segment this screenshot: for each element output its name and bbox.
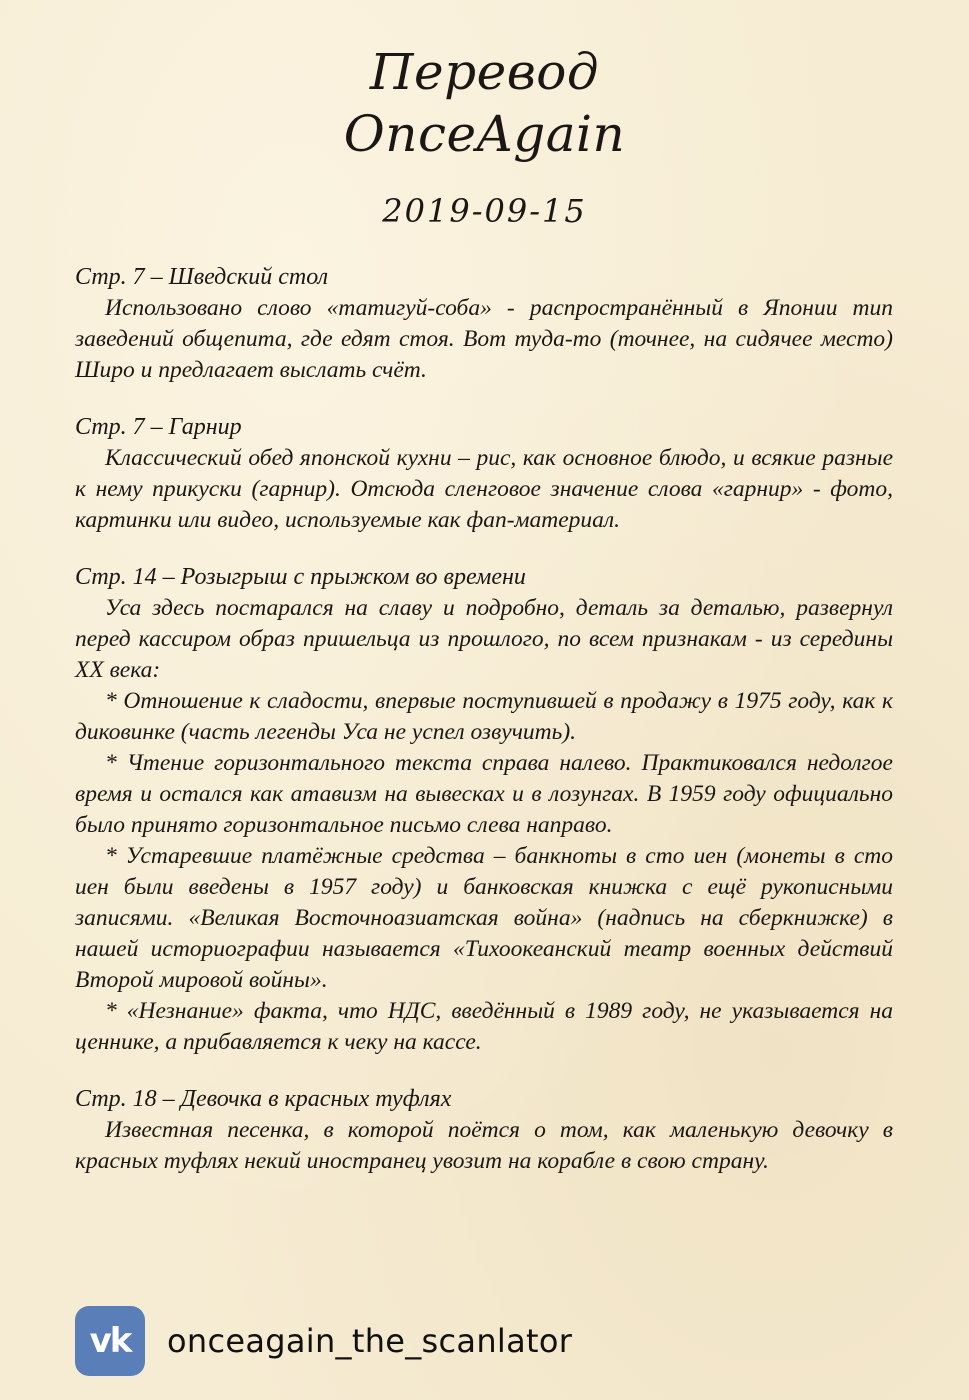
note-bullet: * Чтение горизонтального текста справа налево. Практиковался недолгое время и остался как атавизм на вывесках и в лозунгах. В 1959 году официально было принято горизонтальное письмо слева направо. [75, 750, 893, 838]
note-swedish-table [75, 262, 893, 386]
note-bullet: * Отношение к сладости, впервые поступившей в продажу в 1975 году, как к диковинке (часть легенды Уса не успел озвучить). [75, 688, 893, 745]
note-heading: Стр. 18 – Девочка в красных туфлях [75, 1086, 452, 1112]
note-body [75, 593, 893, 1058]
note-time-jump-prank [75, 562, 893, 1058]
social-handle[interactable]: onceagain_the_scanlator [167, 1322, 573, 1360]
note-paragraph: Использовано слово «татигуй-соба» - распространённый в Японии тип заведений общепита, где едят стоя. Вот туда-то (точнее, на сидячее место) Широ и предлагает выслать счёт. [75, 295, 893, 383]
note-heading: Стр. 7 – Шведский стол [75, 264, 329, 290]
note-body [75, 1115, 893, 1177]
note-bullet: * Устаревшие платёжные средства – банкноты в сто иен (монеты в сто иен были введены в 1957 году) и банковская книжка с ещё рукописными записями. «Великая Восточноазиатская война» (надпись на сберкнижке) в нашей историографии называется «Тихоокеанский театр военных действий Второй мировой войны». [75, 843, 893, 993]
vk-icon[interactable]: vk [75, 1306, 145, 1376]
note-heading: Стр. 7 – Гарнир [75, 414, 242, 440]
release-date: 2019-09-15 [382, 192, 587, 230]
note-body [75, 443, 893, 536]
translator-notes [75, 262, 893, 1177]
note-paragraph: Известная песенка, в которой поётся о том, как маленькую девочку в красных туфлях некий иностранец увозит на корабле в свою страну. [75, 1117, 893, 1174]
social-footer [75, 1306, 572, 1376]
title-line-1: Перевод [369, 43, 600, 101]
note-paragraph: Уса здесь постарался на славу и подробно, деталь за деталью, развернул перед кассиром образ пришельца из прошлого, по всем признакам - из середины XX века: [75, 595, 893, 683]
note-body [75, 293, 893, 386]
note-garnish [75, 412, 893, 536]
note-red-shoes-girl [75, 1084, 893, 1177]
title-line-2: OnceAgain [343, 105, 626, 163]
note-heading: Стр. 14 – Розыгрыш с прыжком во времени [75, 564, 526, 590]
note-paragraph: Классический обед японской кухни – рис, как основное блюдо, и всякие разные к нему прикуски (гарнир). Отсюда сленговое значение слова «гарнир» - фото, картинки или видео, используемые как фап-материал. [75, 445, 893, 533]
note-bullet: * «Незнание» факта, что НДС, введённый в 1989 году, не указывается на ценнике, а прибавляется к чеку на кассе. [75, 998, 893, 1055]
